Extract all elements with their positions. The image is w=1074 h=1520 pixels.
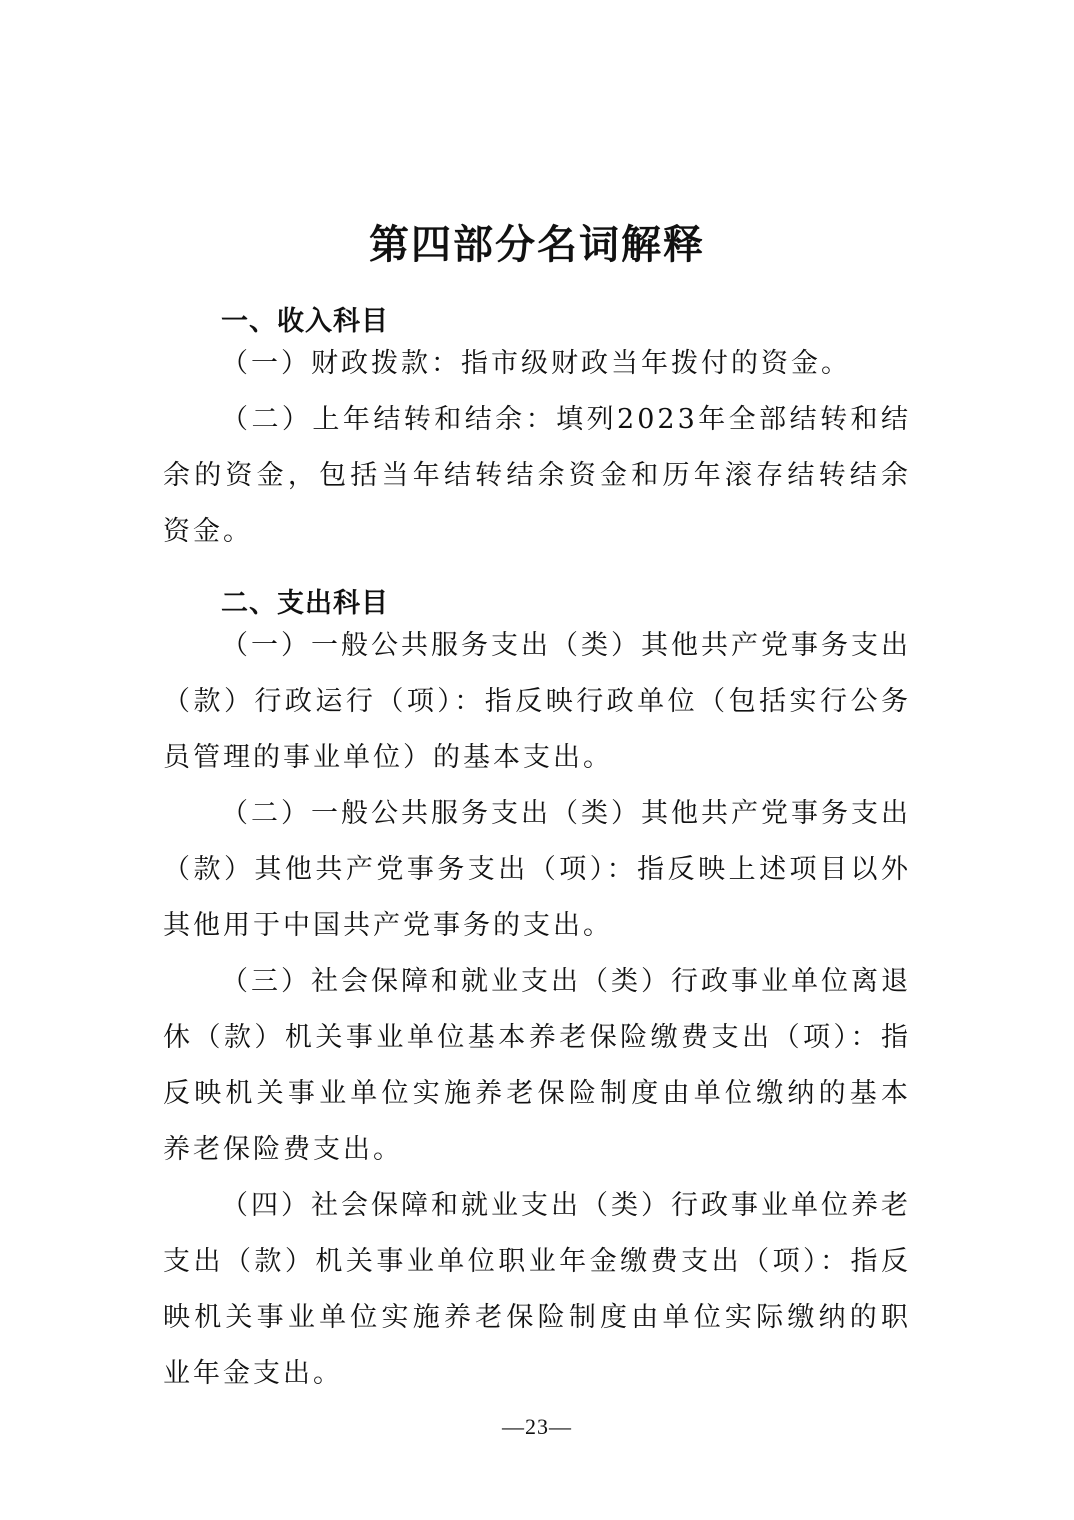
section-heading-income: 一、收入科目: [221, 306, 389, 337]
paragraph: （二）上年结转和结余：填列2023年全部结转和结余的资金，包括当年结转结余资金和历年滚存结转结余资金。: [163, 404, 911, 547]
paragraph: （四）社会保障和就业支出（类）行政事业单位养老支出（款）机关事业单位职业年金缴费支出（项）：指反映机关事业单位实施养老保险制度由单位实际缴纳的职业年金支出。: [163, 1190, 911, 1389]
paragraph: （二）一般公共服务支出（类）其他共产党事务支出（款）其他共产党事务支出（项）：指反映上述项目以外其他用于中国共产党事务的支出。: [163, 798, 911, 941]
paragraph: （一）财政拨款：指市级财政当年拨付的资金。: [221, 348, 851, 379]
paragraph: （三）社会保障和就业支出（类）行政事业单位离退休（款）机关事业单位基本养老保险缴费支出（项）：指反映机关事业单位实施养老保险制度由单位缴纳的基本养老保险费支出。: [163, 966, 911, 1165]
page-number: —23—: [502, 1414, 572, 1439]
paragraph: （一）一般公共服务支出（类）其他共产党事务支出（款）行政运行（项）：指反映行政单位（包括实行公务员管理的事业单位）的基本支出。: [163, 630, 911, 773]
section-heading-expenditure: 二、支出科目: [221, 588, 389, 619]
document-body: [163, 302, 911, 1402]
page-title: 第四部分名词解释: [369, 221, 705, 268]
section-income: [163, 302, 911, 560]
section-expenditure: [163, 584, 911, 1402]
